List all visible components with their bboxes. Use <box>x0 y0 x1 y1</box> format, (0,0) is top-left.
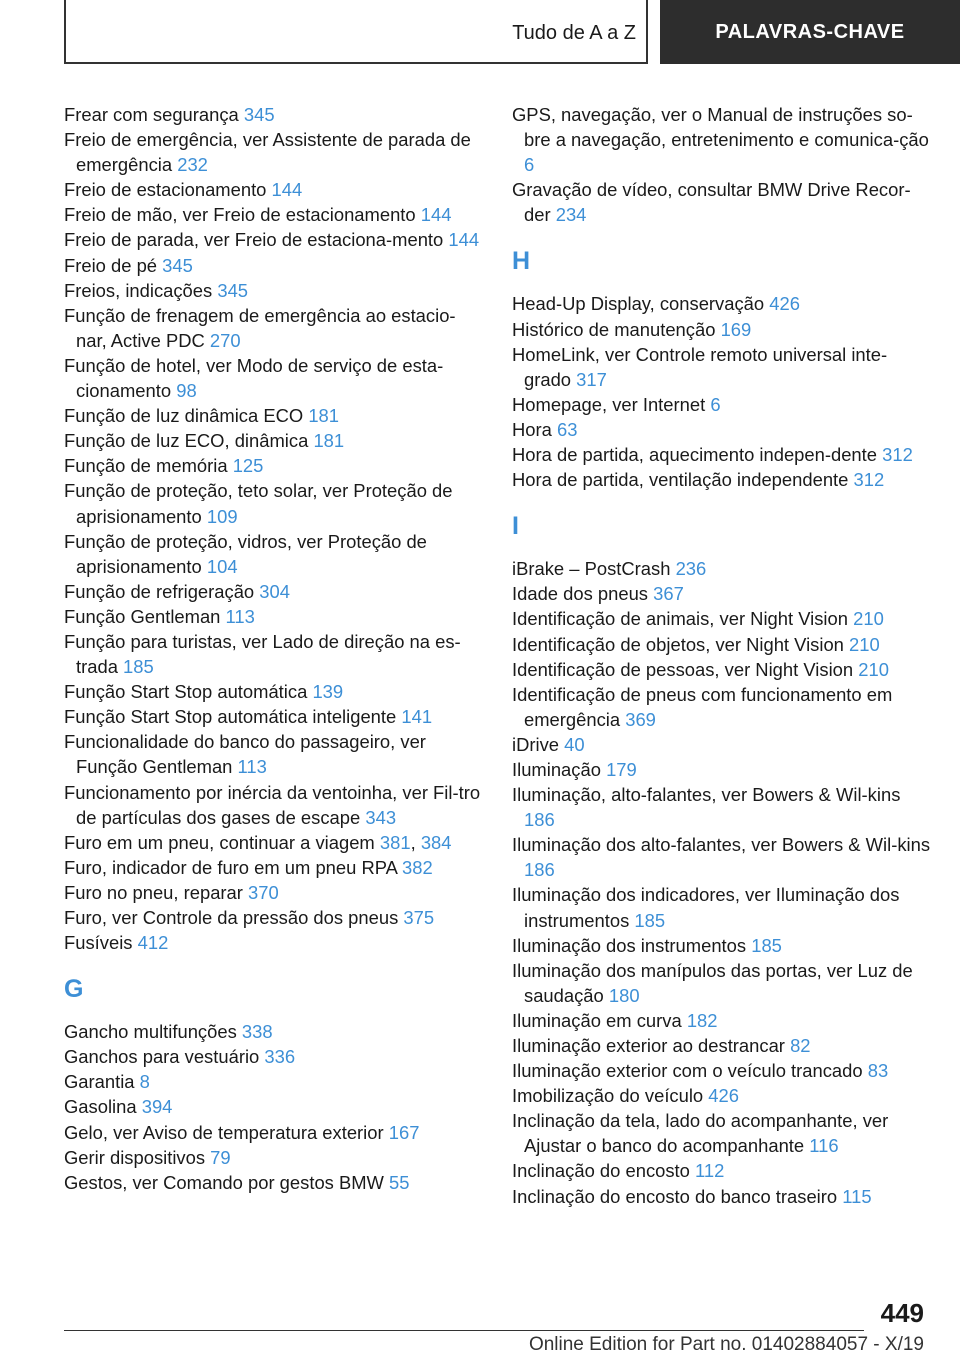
page-reference-link[interactable]: 412 <box>137 932 169 954</box>
index-entry-term: Função Start Stop automática <box>64 681 308 703</box>
page-reference-link[interactable]: 83 <box>867 1060 889 1082</box>
index-entry-term: GPS, navegação, ver o Manual de instruções so-bre a navegação, entretenimento e comunica-ção <box>512 104 929 151</box>
index-entry <box>64 202 484 227</box>
page-reference-link[interactable]: 109 <box>206 505 238 527</box>
index-letter-heading: G <box>64 975 84 1004</box>
page-reference-link[interactable]: 345 <box>162 254 193 276</box>
index-entry-term: Freios, indicações <box>64 279 213 301</box>
index-entry <box>512 682 932 732</box>
page-reference-link[interactable]: 182 <box>686 1009 718 1031</box>
index-entry <box>512 933 932 958</box>
page-reference-link[interactable]: 232 <box>177 154 208 176</box>
index-entry <box>512 882 932 932</box>
index-entry-term: Função Start Stop automática inteligente <box>64 706 397 728</box>
page-number: 449 <box>880 1298 924 1328</box>
index-entry-term: Gancho multifunções <box>64 1021 237 1043</box>
index-entry <box>512 1108 932 1158</box>
index-column-left <box>64 102 484 1195</box>
page-reference-link[interactable]: 104 <box>206 555 238 577</box>
index-entry-term: Freio de pé <box>64 254 158 276</box>
index-entry-term: Histórico de manutenção <box>512 318 716 340</box>
page-reference-link[interactable]: 367 <box>653 583 684 605</box>
index-entry <box>512 782 932 832</box>
page-reference-link[interactable]: 336 <box>264 1046 296 1068</box>
index-entry <box>64 704 484 729</box>
page-reference-link[interactable]: 210 <box>858 658 889 680</box>
index-entry-term: iBrake – PostCrash <box>512 558 671 580</box>
page-reference-link[interactable]: 116 <box>809 1135 839 1157</box>
page-reference-link[interactable]: 186 <box>524 809 555 831</box>
page-reference-link[interactable]: 426 <box>708 1085 739 1107</box>
page-reference-link[interactable]: 426 <box>769 293 800 315</box>
section-title: Tudo de A a Z <box>512 22 636 44</box>
index-entry-term: Hora de partida, aquecimento indepen-dente <box>512 444 878 466</box>
index-entry-term: Hora de partida, ventilação independente <box>512 469 849 491</box>
index-entry-term: Identificação de objetos, ver Night Vision <box>512 633 844 655</box>
index-entry <box>512 467 932 492</box>
page-reference-link[interactable]: 179 <box>606 758 637 780</box>
page-reference-link[interactable]: 236 <box>675 558 707 580</box>
index-entry-term: Função de luz ECO, dinâmica <box>64 430 309 452</box>
page-reference-link[interactable]: 185 <box>751 934 782 956</box>
page-reference-link[interactable]: 338 <box>241 1021 273 1043</box>
page-reference-link[interactable]: 63 <box>557 418 578 440</box>
index-entry <box>64 253 484 278</box>
page-reference-link[interactable]: 144 <box>420 204 452 226</box>
index-entry-term: Identificação de pneus com funcionamento em emergência <box>512 683 893 730</box>
index-entry-term: Função para turistas, ver Lado de direção na es-trada <box>64 630 461 678</box>
index-entry <box>64 729 484 779</box>
page-reference-link[interactable]: 40 <box>564 733 585 755</box>
index-entry-term: Funcionamento por inércia da ventoinha, ver Fil-tro de partículas dos gases de escape <box>64 781 481 828</box>
index-entry: Furo em um pneu, continuar a viagem 381, 384 <box>64 831 452 853</box>
index-entry-term: Função de memória <box>64 455 228 477</box>
page-reference-link[interactable]: 112 <box>695 1160 725 1182</box>
index-entry-term: Função de hotel, ver Modo de serviço de esta-cionamento <box>64 354 444 402</box>
index-entry-term: Iluminação exterior com o veículo trancado <box>512 1060 863 1082</box>
page-reference-link[interactable]: 6 <box>710 393 721 415</box>
page-reference-link[interactable]: 55 <box>389 1171 410 1193</box>
page-reference-link[interactable]: 82 <box>790 1035 811 1056</box>
index-entry <box>64 428 484 453</box>
index-entry <box>512 1008 932 1033</box>
page-reference-link[interactable]: 369 <box>625 708 656 730</box>
index-entry-term: Função de proteção, vidros, ver Proteção de aprisionamento <box>64 530 427 577</box>
index-entry-term: Homepage, ver Internet <box>512 393 706 415</box>
index-entry <box>64 629 484 679</box>
page-reference-link[interactable]: 270 <box>209 329 241 351</box>
index-entry-term: Função de proteção, teto solar, ver Proteção de aprisionamento <box>64 480 453 527</box>
page-reference-link[interactable]: 8 <box>139 1071 150 1093</box>
index-entry <box>512 832 932 882</box>
index-entry <box>64 478 484 528</box>
page-reference-link[interactable]: 180 <box>608 984 640 1006</box>
index-entry <box>512 291 932 316</box>
page-reference-link[interactable]: 98 <box>176 380 197 402</box>
index-entry <box>64 1069 484 1094</box>
index-entry <box>64 303 484 353</box>
index-entry-term: Função de refrigeração <box>64 580 255 602</box>
index-entry <box>512 1158 932 1183</box>
index-entry <box>64 579 484 604</box>
page-reference-link[interactable]: 6 <box>524 154 535 176</box>
index-entry <box>512 392 932 417</box>
index-entry-term: HomeLink, ver Controle remoto universal inte-grado <box>512 343 888 390</box>
index-entry <box>64 353 484 403</box>
index-entry <box>512 1033 932 1058</box>
index-entry-term: Fusíveis <box>64 932 133 954</box>
page-reference-link[interactable]: 144 <box>448 229 480 251</box>
page-reference-link[interactable]: 186 <box>524 859 555 881</box>
index-entry <box>512 556 932 581</box>
footer-edition: Online Edition for Part no. 01402884057 - X/19 <box>528 1334 924 1355</box>
index-entry-term: Gerir dispositivos <box>64 1146 206 1168</box>
index-entry <box>64 1145 484 1170</box>
index-entry <box>64 679 484 704</box>
page-reference-link[interactable]: 181 <box>308 405 340 427</box>
index-entry <box>512 581 932 606</box>
page-reference-link[interactable]: 381 <box>379 831 411 853</box>
page-reference-link[interactable]: 343 <box>365 806 397 828</box>
index-entry <box>512 632 932 657</box>
index-entry-term: Gasolina <box>64 1096 137 1118</box>
index-entry-term: Garantia <box>64 1071 135 1093</box>
index-entry-term: Furo, indicador de furo em um pneu RPA <box>64 856 397 878</box>
index-entry-term: iDrive <box>512 733 560 755</box>
page-reference-link[interactable]: 384 <box>420 831 452 853</box>
index-entry <box>64 880 484 905</box>
index-entry-term: Furo, ver Controle da pressão dos pneus <box>64 907 399 928</box>
index-entry-term: Freio de parada, ver Freio de estaciona-mento <box>64 229 444 251</box>
page-reference-link[interactable]: 167 <box>388 1121 420 1143</box>
page-reference-link[interactable]: 210 <box>853 608 884 630</box>
page-reference-link[interactable]: 181 <box>313 430 345 452</box>
index-entry-term: Head-Up Display, conservação <box>512 293 765 315</box>
index-entry-term: Iluminação, alto-falantes, ver Bowers & Wil-kins <box>512 784 901 806</box>
index-entry-term: Iluminação dos manípulos das portas, ver Luz de saudação <box>512 959 913 1006</box>
page-reference-link[interactable]: 382 <box>402 856 433 878</box>
index-entry <box>64 905 484 930</box>
page-reference-link[interactable]: 370 <box>248 881 279 903</box>
footer-divider <box>64 1330 864 1331</box>
index-entry-term: Iluminação dos alto-falantes, ver Bowers & Wil-kins <box>512 834 931 856</box>
page-reference-link[interactable]: 312 <box>882 444 913 466</box>
page-reference-link[interactable]: 312 <box>853 469 885 491</box>
index-entry <box>64 780 484 830</box>
index-entry-term: Função de frenagem de emergência ao estacio-nar, Active PDC <box>64 304 456 351</box>
index-entry <box>64 127 484 177</box>
index-entry-term: Freio de estacionamento <box>64 179 267 201</box>
index-entry <box>512 1184 932 1209</box>
page-reference-link[interactable]: 79 <box>210 1146 231 1168</box>
index-entry-term: Inclinação da tela, lado do acompanhante, ver Ajustar o banco do acompanhante <box>512 1110 889 1157</box>
index-entry-term: Função de luz dinâmica ECO <box>64 405 304 427</box>
index-entry <box>512 317 932 342</box>
index-entry <box>64 1019 484 1044</box>
page-reference-link[interactable]: 141 <box>401 706 433 728</box>
index-entry <box>512 1083 932 1108</box>
index-entry-term: Função Gentleman <box>64 605 221 627</box>
index-entry <box>64 855 484 880</box>
page-reference-link[interactable]: 234 <box>555 204 587 226</box>
index-entry-term: Identificação de pessoas, ver Night Vision <box>512 658 854 680</box>
page-reference-link[interactable]: 169 <box>720 318 752 340</box>
index-entry <box>64 227 484 252</box>
index-entry-term: Freio de mão, ver Freio de estacionamento <box>64 204 416 226</box>
index-entry-term: Iluminação dos instrumentos <box>512 934 747 956</box>
page-reference-link[interactable]: 115 <box>842 1185 872 1207</box>
index-entry-term: Identificação de animais, ver Night Vision <box>512 608 848 630</box>
page-reference-link[interactable]: 394 <box>141 1096 173 1118</box>
page-reference-link[interactable]: 317 <box>576 368 607 390</box>
index-entry <box>512 606 932 631</box>
index-entry-term: Iluminação exterior ao destrancar <box>512 1035 785 1056</box>
index-entry <box>64 403 484 428</box>
page-reference-link[interactable]: 144 <box>271 179 303 201</box>
index-entry-term: Imobilização do veículo <box>512 1085 704 1107</box>
index-entry-term: Iluminação <box>512 758 601 780</box>
index-entry <box>512 657 932 682</box>
index-entry <box>512 342 932 392</box>
index-entry <box>512 102 932 177</box>
index-entry-term: Idade dos pneus <box>512 583 648 605</box>
page-reference-link[interactable]: 345 <box>243 104 275 125</box>
index-entry <box>512 958 932 1008</box>
page-reference-link[interactable]: 210 <box>849 633 880 655</box>
index-entry-term: Frear com segurança <box>64 104 239 125</box>
page-reference-link[interactable]: 113 <box>237 756 267 778</box>
page-reference-link[interactable]: 304 <box>259 580 290 602</box>
page-reference-link[interactable]: 185 <box>634 909 666 931</box>
index-column-right <box>512 102 932 1209</box>
page-reference-link[interactable]: 125 <box>232 455 264 477</box>
index-entry <box>64 102 484 127</box>
index-entry <box>512 757 932 782</box>
index-entry <box>64 604 484 629</box>
index-entry-term: Iluminação dos indicadores, ver Iluminação dos instrumentos <box>512 884 900 931</box>
index-entry-term: Funcionalidade do banco do passageiro, ver Função Gentleman <box>64 731 426 778</box>
page-reference-link[interactable]: 375 <box>403 907 435 928</box>
index-entry <box>512 177 932 227</box>
index-entry-term: Inclinação do encosto do banco traseiro <box>512 1185 838 1207</box>
index-letter-heading: I <box>512 512 519 541</box>
page-reference-link[interactable]: 185 <box>123 656 154 678</box>
index-entry <box>64 453 484 478</box>
index-entry <box>64 278 484 303</box>
index-entry-term: Furo em um pneu, continuar a viagem <box>64 831 375 853</box>
index-entry-term: Furo no pneu, reparar <box>64 881 243 903</box>
index-entry <box>64 1094 484 1119</box>
index-entry-term: Inclinação do encosto <box>512 1160 690 1182</box>
chapter-tab: PALAVRAS-CHAVE <box>660 0 960 64</box>
index-entry <box>64 1120 484 1145</box>
page-reference-link[interactable]: 345 <box>217 279 249 301</box>
index-entry-term: Gestos, ver Comando por gestos BMW <box>64 1171 384 1193</box>
index-entry <box>64 930 484 955</box>
index-entry <box>64 177 484 202</box>
index-entry <box>64 1044 484 1069</box>
index-entry-term: Gelo, ver Aviso de temperatura exterior <box>64 1121 384 1143</box>
page-reference-link[interactable]: 139 <box>312 681 344 703</box>
index-letter-heading: H <box>512 247 531 276</box>
index-entry-term: Gravação de vídeo, consultar BMW Drive Recor-der <box>512 179 911 226</box>
index-entry <box>512 417 932 442</box>
page-reference-link[interactable]: 113 <box>225 605 255 627</box>
index-entry <box>64 1170 484 1195</box>
index-entry-term: Iluminação em curva <box>512 1009 682 1031</box>
index-entry-term: Ganchos para vestuário <box>64 1046 260 1068</box>
index-entry-term: Hora <box>512 418 552 440</box>
index-entry <box>512 442 932 467</box>
index-entry-term: Freio de emergência, ver Assistente de parada de emergência <box>64 129 471 176</box>
index-entry <box>512 732 932 757</box>
index-entry <box>512 1058 932 1083</box>
index-entry <box>64 529 484 579</box>
